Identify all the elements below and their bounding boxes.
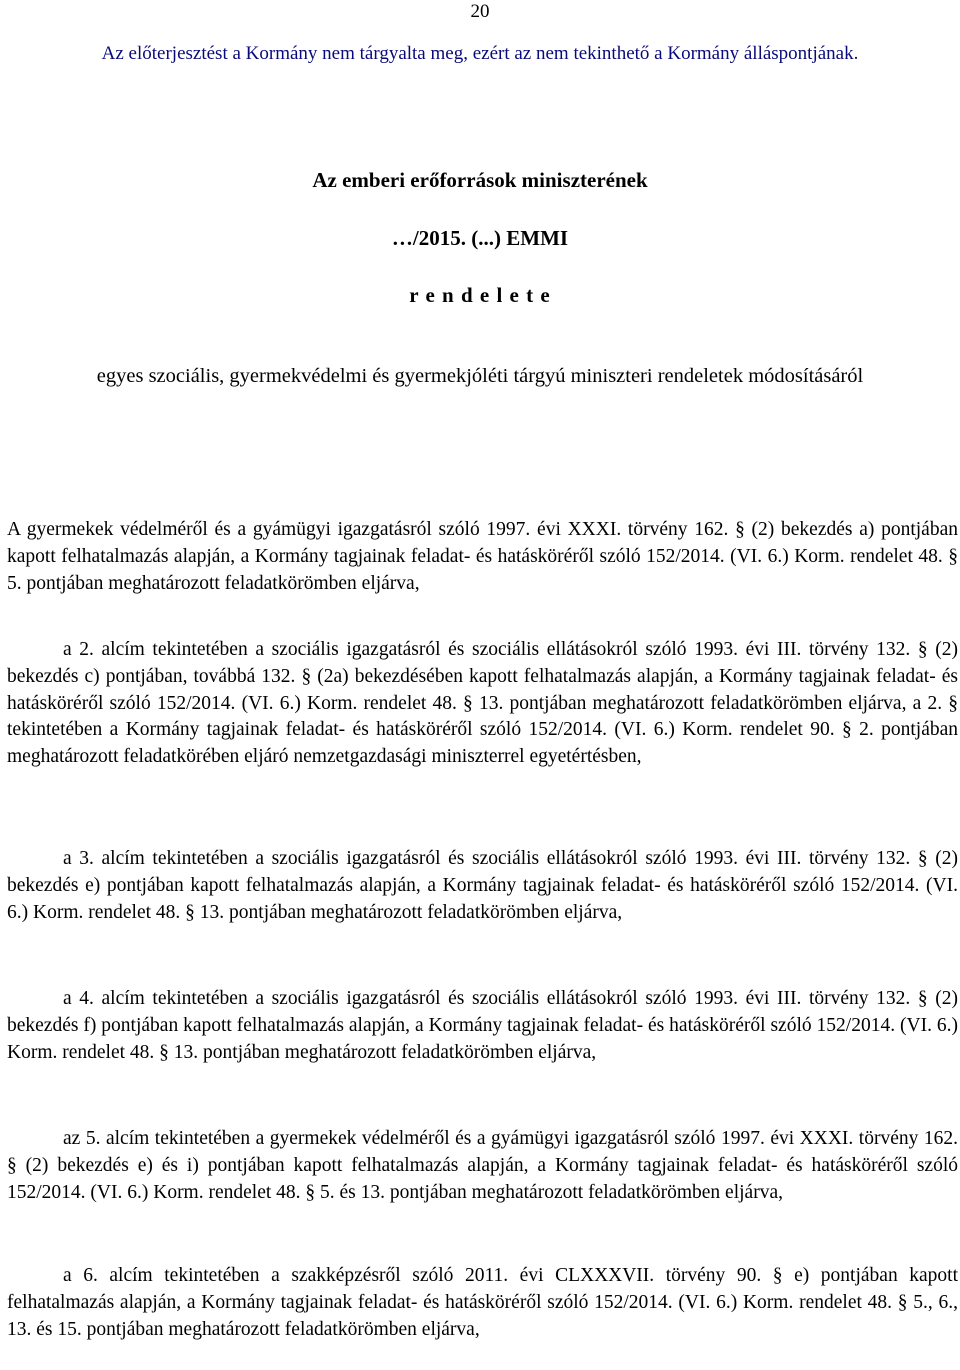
page-number: 20 [470,1,490,22]
preamble-paragraph-2-text: a 2. alcím tekintetében a szociális igazgatásról és szociális ellátásokról szóló 1993. évi III. törvény 132. § (2) bekezdés c) pontjában, továbbá 132. § (2a) bekezdésében kapott felhatalmazás alapján, a Kormány tagjainak feladat- és hatásköréről szóló 152/2014. (VI. 6.) Korm. rendelet 48. § 13. pontjában meghatározott feladatkörömben eljárva, a 2. § tekintetében a Kormány tagjainak feladat- és hatásköréről szóló 152/2014. (VI. 6.) Korm. rendelet 90. § 2. pontjában meghatározott feladatkörében eljáró nemzetgazdasági miniszterrel egyetértésben, [7,639,958,768]
preamble-paragraph-2 [7,637,958,771]
decree-subject: egyes szociális, gyermekvédelmi és gyermekjóléti tárgyú miniszteri rendeletek módosításáról [96,365,864,387]
decree-number: …/2015. (...) EMMI [391,226,569,250]
preamble-paragraph-4-text: a 4. alcím tekintetében a szociális igazgatásról és szociális ellátásokról szóló 1993. évi III. törvény 132. § (2) bekezdés f) pontjában kapott felhatalmazás alapján, a Kormány tagjainak feladat- és hatásköréről szóló 152/2014. (VI. 6.) Korm. rendelet 48. § 13. pontjában meghatározott feladatkörömben eljárva, [7,988,958,1063]
preamble-paragraph-5 [7,1126,958,1206]
preamble-paragraph-6 [7,1263,958,1343]
disclaimer-notice: Az előterjesztést a Kormány nem tárgyalta meg, ezért az nem tekinthető a Kormány álláspontjának. [101,43,859,64]
preamble-paragraph-3-text: a 3. alcím tekintetében a szociális igazgatásról és szociális ellátásokról szóló 1993. évi III. törvény 132. § (2) bekezdés e) pontjában kapott felhatalmazás alapján, a Kormány tagjainak feladat- és hatásköréről szóló 152/2014. (VI. 6.) Korm. rendelet 48. § 13. pontjában meghatározott feladatkörömben eljárva, [7,848,958,923]
preamble-paragraph-3 [7,846,958,926]
preamble-paragraph-6-text: a 6. alcím tekintetében a szakképzésről szóló 2011. évi CLXXXVII. törvény 90. § e) pontjában kapott felhatalmazás alapján, a Kormány tagjainak feladat- és hatásköréről szóló 152/2014. (VI. 6.) Korm. rendelet 48. § 5., 6., 13. és 15. pontjában meghatározott feladatkörömben eljárva, [7,1265,958,1340]
issuer-title: Az emberi erőforrások miniszterének [312,168,648,192]
preamble-paragraph-5-text: az 5. alcím tekintetében a gyermekek védelméről és a gyámügyi igazgatásról szóló 1997. évi XXXI. törvény 162. § (2) bekezdés e) és i) pontjában kapott felhatalmazás alapján, a Kormány tagjainak feladat- és hatásköréről szóló 152/2014. (VI. 6.) Korm. rendelet 48. § 5. és 13. pontjában meghatározott feladatkörömben eljárva, [7,1128,958,1203]
preamble-paragraph-1: A gyermekek védelméről és a gyámügyi igazgatásról szóló 1997. évi XXXI. törvény 162. § (2) bekezdés a) pontjában kapott felhatalmazás alapján, a Kormány tagjainak feladat- és hatásköréről szóló 152/2014. (VI. 6.) Korm. rendelet 48. § 5. pontjában meghatározott feladatkörömben eljárva, [7,519,958,594]
preamble-paragraph-4 [7,986,958,1066]
decree-type: r e n d e l e t e [409,283,551,307]
